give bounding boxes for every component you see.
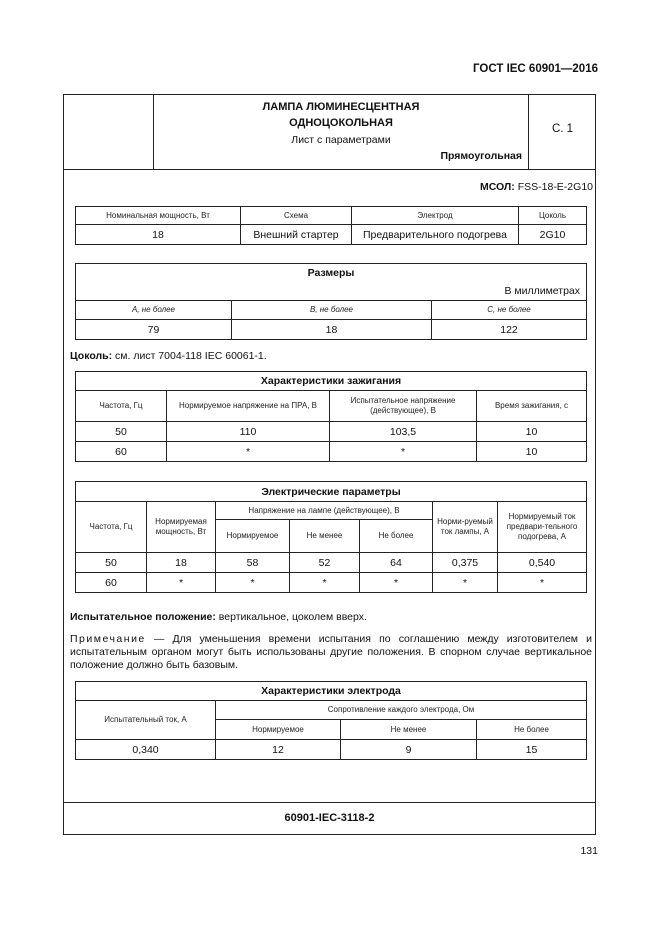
header-dim-c: C, не более <box>432 301 587 320</box>
el-header-power: Нормируемая мощность, Вт <box>147 502 216 553</box>
ign-cell: 60 <box>76 442 167 462</box>
el-cell: 64 <box>360 553 433 573</box>
elec-header-current: Испытательный ток, А <box>76 701 216 740</box>
value-circuit: Внешний стартер <box>241 225 352 245</box>
table-row <box>76 442 587 462</box>
header-title-cell <box>154 95 528 169</box>
lamp-shape: Прямоугольная <box>440 150 522 162</box>
footer-code: 60901-IEC-3118-2 <box>64 802 595 834</box>
header-dim-b: B, не более <box>232 301 432 320</box>
test-position-text: вертикальное, цоколем вверх. <box>215 611 367 623</box>
electrical-table <box>75 481 587 593</box>
header-electrode: Электрод <box>352 207 519 225</box>
ign-header-test-voltage: Испытательное напряжение (действующее), В <box>330 391 477 422</box>
ign-header-time: Время зажигания, с <box>477 391 587 422</box>
test-position-label: Испытательное положение: <box>70 611 216 623</box>
ign-cell: * <box>167 442 330 462</box>
ign-cell: 50 <box>76 422 167 442</box>
ign-cell: 10 <box>477 442 587 462</box>
el-header-voltage-rated: Нормируемое <box>216 520 290 553</box>
el-cell: 60 <box>76 573 147 593</box>
base-text: см. лист 7004-118 IEC 60061-1. <box>112 350 267 362</box>
ignition-table <box>75 371 587 462</box>
document-number: ГОСТ IEC 60901—2016 <box>473 63 598 75</box>
dimensions-title: Размеры <box>76 264 587 283</box>
el-cell: 58 <box>216 553 290 573</box>
value-electrode: Предварительного подогрева <box>352 225 519 245</box>
sheet-header <box>64 95 595 170</box>
el-cell: 0,375 <box>433 553 498 573</box>
value-dim-a: 79 <box>76 320 232 340</box>
title-line-1: ЛАМПА ЛЮМИНЕСЦЕНТНАЯ <box>262 101 420 113</box>
header-base: Цоколь <box>519 207 587 225</box>
electrode-title: Характеристики электрода <box>76 682 587 701</box>
el-cell: 0,540 <box>498 553 587 573</box>
table-row <box>76 573 587 593</box>
header-circuit: Схема <box>241 207 352 225</box>
note-label: Примечание <box>70 633 146 645</box>
dimensions-table <box>75 263 587 340</box>
elec-header-max: Не более <box>477 720 587 740</box>
sheet-subtitle: Лист с параметрами <box>291 134 391 146</box>
mcol-value: FSS-18-E-2G10 <box>517 181 593 193</box>
electrode-table <box>75 681 587 760</box>
value-dim-b: 18 <box>232 320 432 340</box>
el-header-preheat-current: Нормируемый ток предвари-тельного подогрева, А <box>498 502 587 553</box>
note-text: — Для уменьшения времени испытания по соглашению между изготовителем и испытательным органом могут быть использованы другие положения. В спорном случае вертикальное положение должно быть базовым. <box>70 633 592 671</box>
el-cell: * <box>216 573 290 593</box>
elec-header-min: Не менее <box>341 720 477 740</box>
el-header-voltage-min: Не менее <box>290 520 360 553</box>
main-parameters-table <box>75 206 587 245</box>
header-dim-a: A, не более <box>76 301 232 320</box>
header-left-cell <box>64 95 154 169</box>
el-header-freq: Частота, Гц <box>76 502 147 553</box>
elec-cell: 12 <box>216 740 341 760</box>
value-power: 18 <box>76 225 241 245</box>
electrical-title: Электрические параметры <box>76 482 587 502</box>
header-power: Номинальная мощность, Вт <box>76 207 241 225</box>
ign-header-freq: Частота, Гц <box>76 391 167 422</box>
el-header-voltage-max: Не более <box>360 520 433 553</box>
elec-header-resistance-group: Сопротивление каждого электрода, Ом <box>216 701 587 720</box>
elec-cell: 15 <box>477 740 587 760</box>
el-cell: * <box>498 573 587 593</box>
elec-cell: 9 <box>341 740 477 760</box>
elec-cell: 0,340 <box>76 740 216 760</box>
title-line-2: ОДНОЦОКОЛЬНАЯ <box>289 117 393 129</box>
el-cell: 52 <box>290 553 360 573</box>
elec-header-rated: Нормируемое <box>216 720 341 740</box>
el-cell: 50 <box>76 553 147 573</box>
mcol-label: МСОЛ: <box>479 181 515 193</box>
el-cell: 18 <box>147 553 216 573</box>
mcol-designation <box>480 181 593 193</box>
table-row <box>76 740 587 760</box>
base-reference <box>70 350 267 362</box>
ign-cell: 103,5 <box>330 422 477 442</box>
ign-header-ballast-voltage: Нормируемое напряжение на ПРА, В <box>167 391 330 422</box>
dimensions-unit: В миллиметрах <box>76 283 587 301</box>
el-cell: * <box>147 573 216 593</box>
el-header-lamp-current: Норми-руемый ток лампы, А <box>433 502 498 553</box>
el-cell: * <box>290 573 360 593</box>
note-paragraph <box>70 633 592 672</box>
value-dim-c: 122 <box>432 320 587 340</box>
table-row <box>76 553 587 573</box>
base-label: Цоколь: <box>70 350 113 362</box>
el-header-voltage-group: Напряжение на лампе (действующее), В <box>216 502 433 520</box>
el-cell: * <box>360 573 433 593</box>
ignition-title: Характеристики зажигания <box>76 372 587 391</box>
el-cell: * <box>433 573 498 593</box>
page-number: 131 <box>580 845 598 857</box>
value-base: 2G10 <box>519 225 587 245</box>
ign-cell: * <box>330 442 477 462</box>
table-row <box>76 422 587 442</box>
ign-cell: 10 <box>477 422 587 442</box>
sheet-page: С. 1 <box>528 95 596 169</box>
test-position <box>70 611 367 623</box>
ign-cell: 110 <box>167 422 330 442</box>
